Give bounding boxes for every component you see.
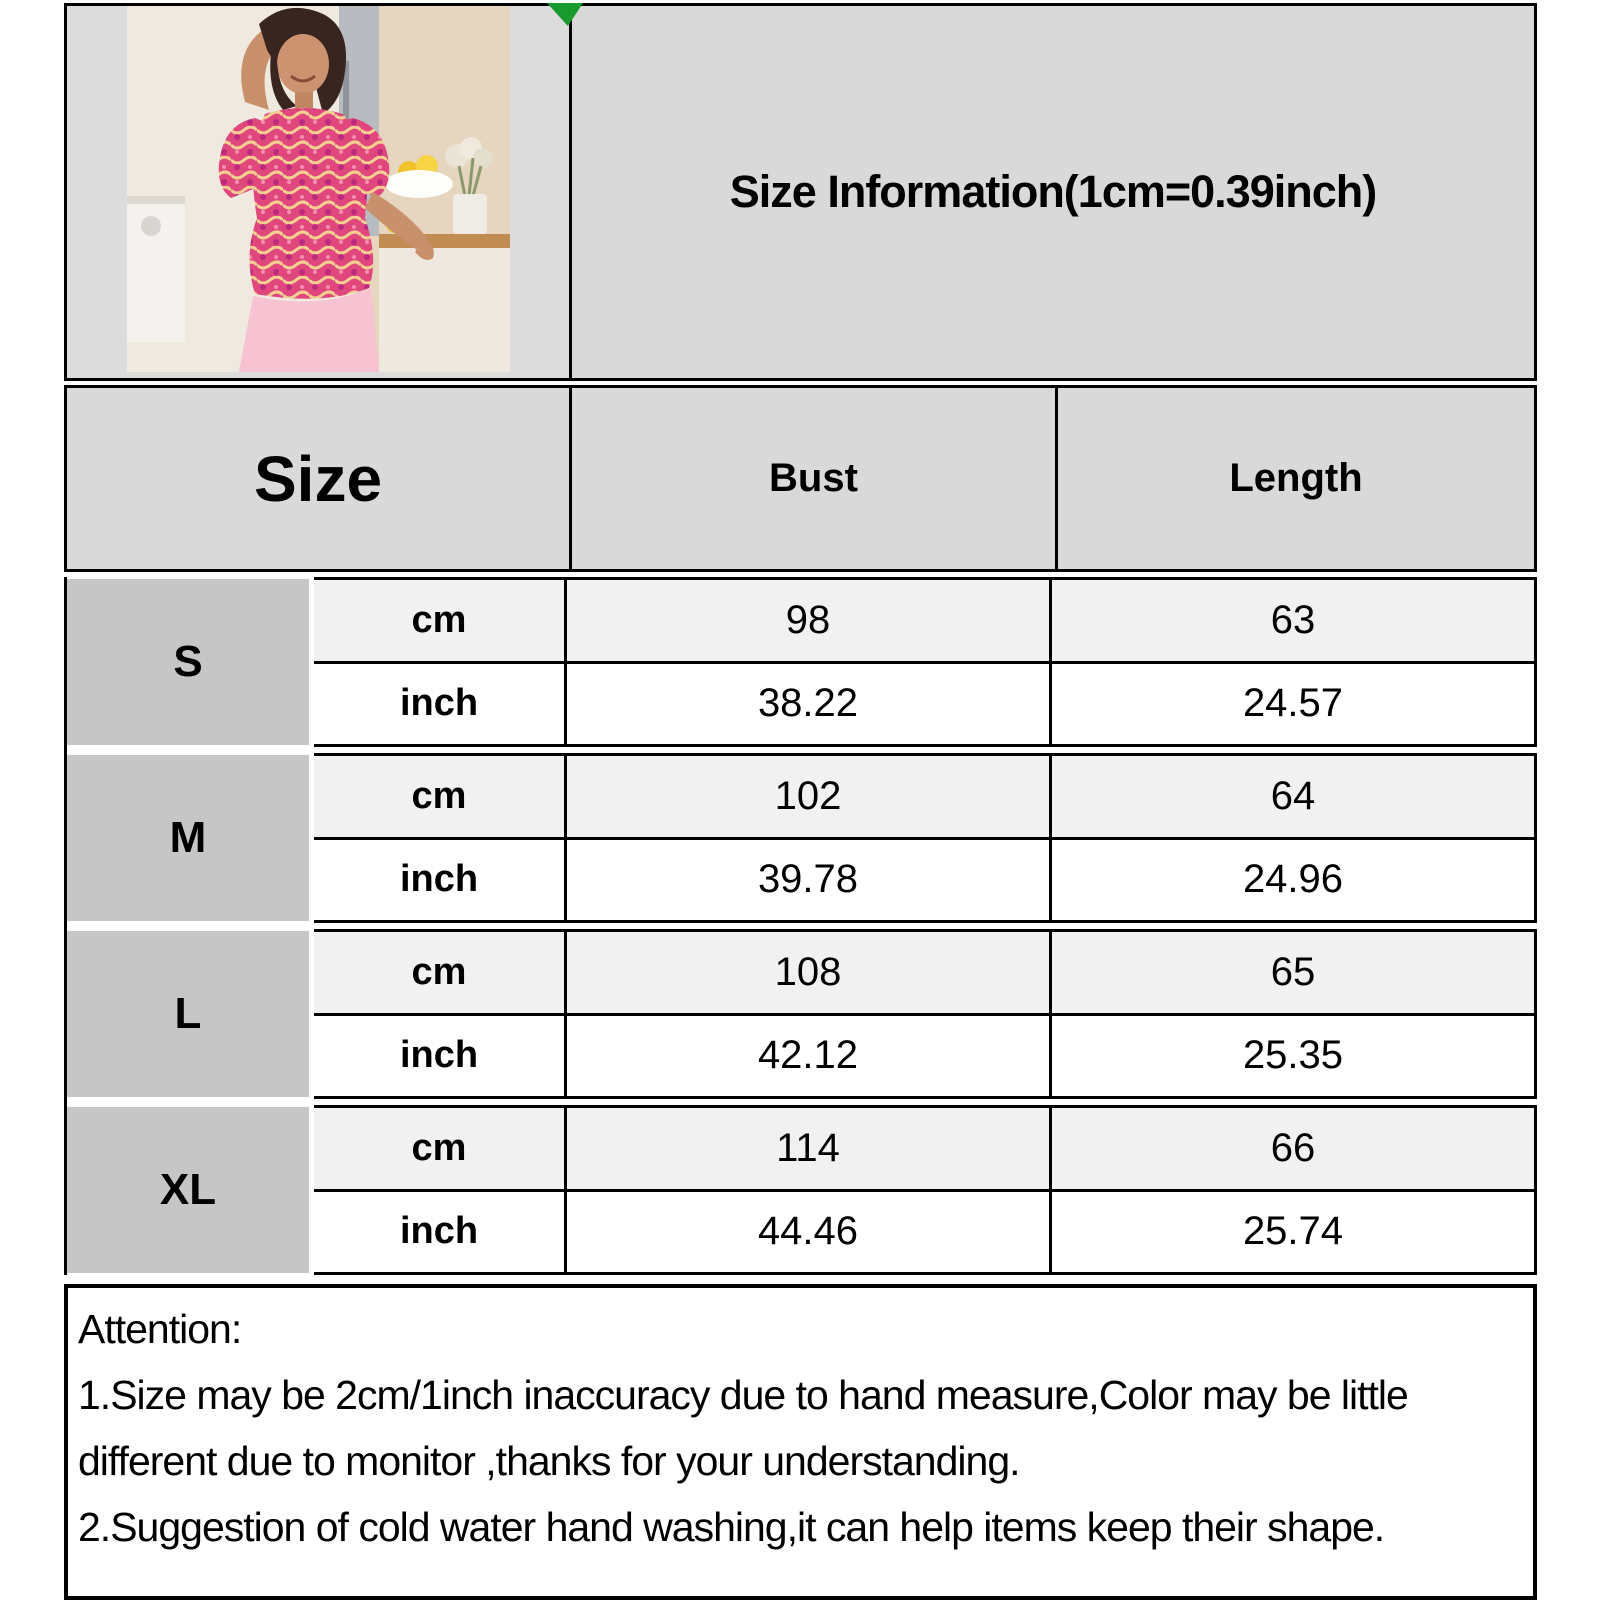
size-label: S — [67, 579, 309, 745]
size-row-s — [67, 577, 1537, 747]
unit-label: inch — [314, 840, 564, 921]
size-label: M — [67, 755, 309, 921]
product-photo — [127, 6, 510, 372]
length-column-header: Length — [1058, 388, 1534, 569]
length-value: 64 — [1052, 756, 1534, 837]
unit-label: inch — [314, 1016, 564, 1097]
unit-label: cm — [314, 580, 564, 661]
unit-label: cm — [314, 932, 564, 1013]
attention-note-2: 2.Suggestion of cold water hand washing,it can help items keep their shape. — [78, 1504, 1385, 1550]
size-row-m — [67, 753, 1537, 923]
top-section — [64, 3, 1537, 381]
bust-value: 44.46 — [567, 1192, 1049, 1273]
bust-value: 38.22 — [567, 664, 1049, 745]
bust-value: 98 — [567, 580, 1049, 661]
length-value: 25.35 — [1052, 1016, 1534, 1097]
size-row-l — [67, 929, 1537, 1099]
length-value: 25.74 — [1052, 1192, 1534, 1273]
size-label-cell — [67, 1105, 314, 1275]
size-info-title-cell — [572, 6, 1534, 378]
bust-value: 108 — [567, 932, 1049, 1013]
size-column-header: Size — [67, 388, 569, 569]
size-label-cell — [67, 929, 314, 1099]
size-chart-sheet — [64, 3, 1537, 1600]
column-header-row — [64, 385, 1537, 572]
unit-label: inch — [314, 664, 564, 745]
length-value: 24.57 — [1052, 664, 1534, 745]
unit-label: cm — [314, 1108, 564, 1189]
attention-note-1: 1.Size may be 2cm/1inch inaccuracy due to hand measure,Color may be little different due to monitor ,thanks for your understanding. — [78, 1372, 1408, 1484]
attention-heading: Attention: — [78, 1306, 242, 1352]
bust-value: 102 — [567, 756, 1049, 837]
unit-label: inch — [314, 1192, 564, 1273]
length-value: 63 — [1052, 580, 1534, 661]
size-table-body — [64, 577, 1537, 1275]
size-info-title: Size Information(1cm=0.39inch) — [729, 166, 1377, 217]
attention-notes — [64, 1284, 1537, 1600]
size-label-cell — [67, 753, 314, 923]
size-label: L — [67, 931, 309, 1097]
product-photo-cell — [67, 6, 569, 378]
size-row-xl — [67, 1105, 1537, 1275]
unit-label: cm — [314, 756, 564, 837]
length-value: 66 — [1052, 1108, 1534, 1189]
size-label: XL — [67, 1107, 309, 1273]
length-value: 65 — [1052, 932, 1534, 1013]
bust-column-header: Bust — [572, 388, 1055, 569]
bust-value: 39.78 — [567, 840, 1049, 921]
length-value: 24.96 — [1052, 840, 1534, 921]
bust-value: 114 — [567, 1108, 1049, 1189]
bust-value: 42.12 — [567, 1016, 1049, 1097]
size-label-cell — [67, 577, 314, 747]
